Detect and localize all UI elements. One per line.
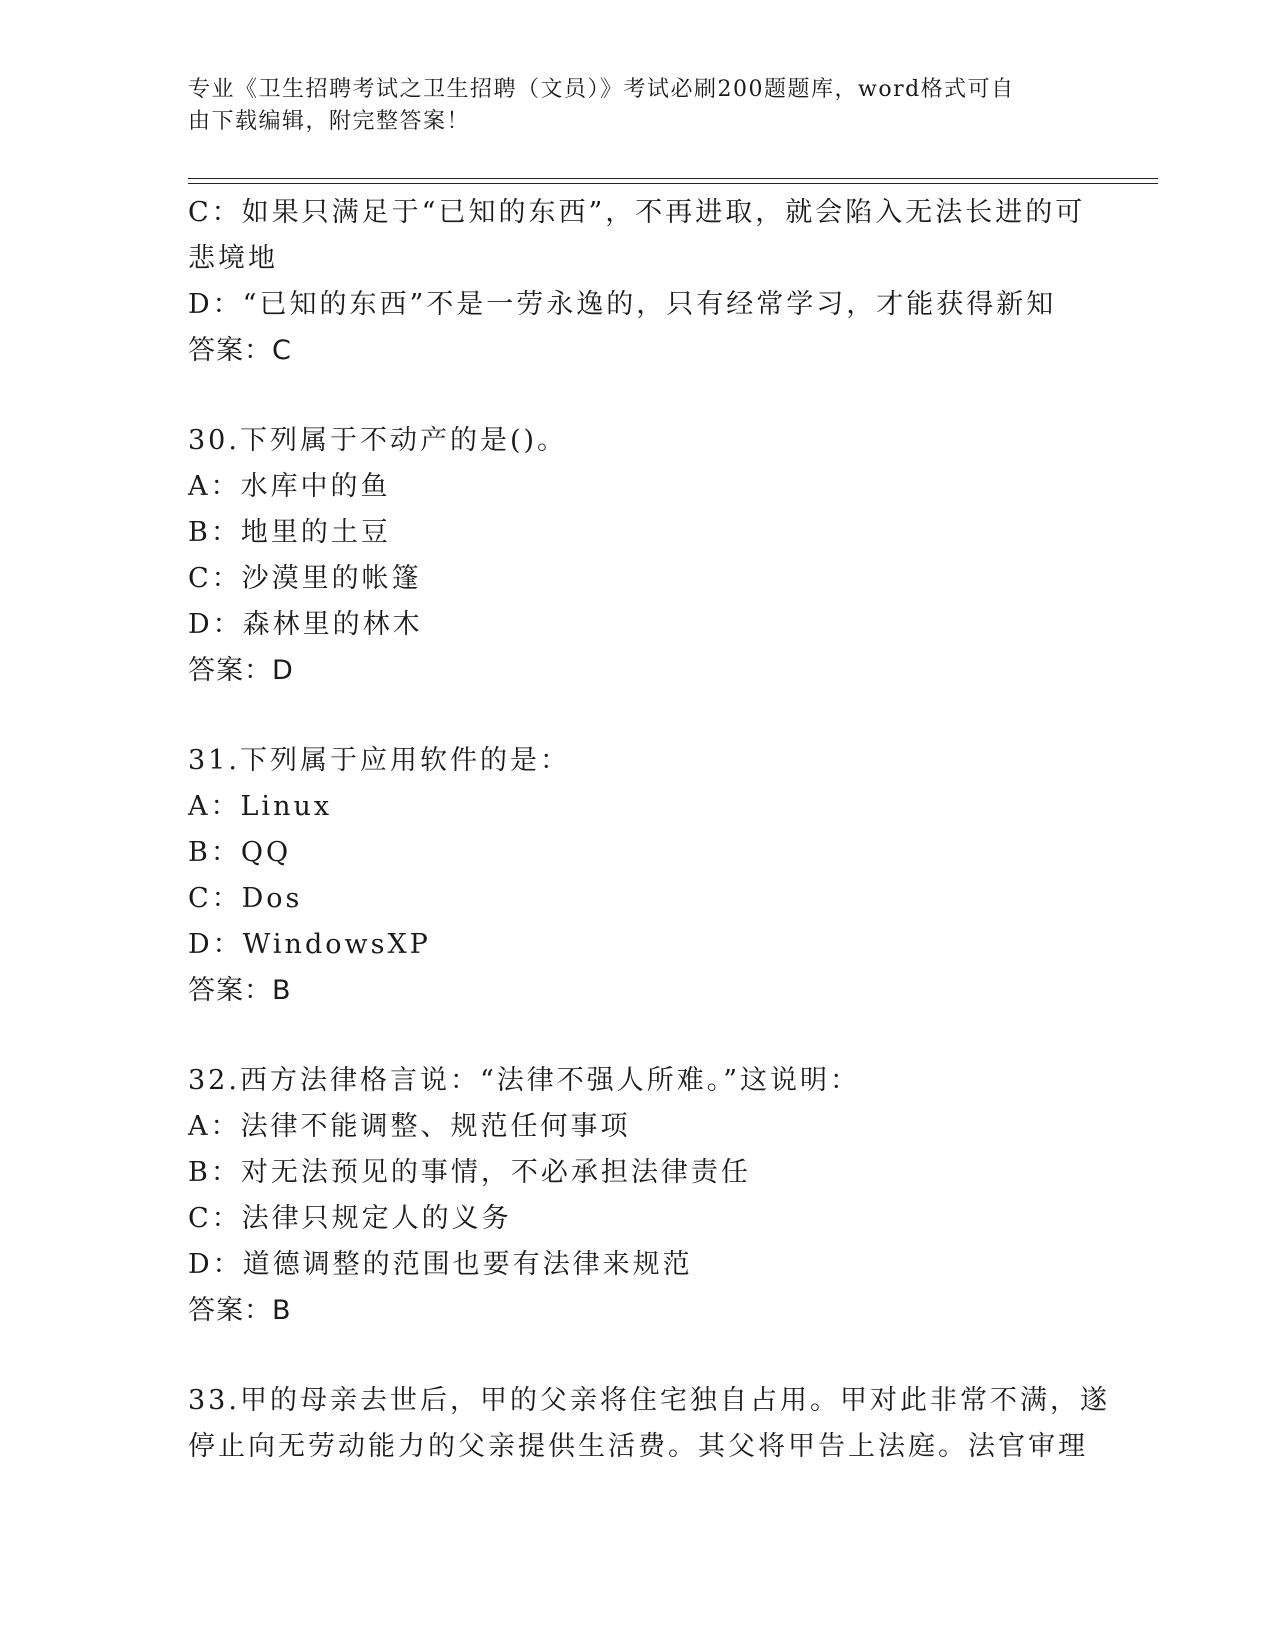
question-stem-continued: 停止向无劳动能力的父亲提供生活费。其父将甲告上法庭。法官审理 <box>188 1431 1088 1462</box>
option-b: B：对无法预见的事情，不必承担法律责任 <box>188 1157 751 1188</box>
option-c: C：沙漠里的帐篷 <box>188 563 422 594</box>
option-b: B：地里的土豆 <box>188 517 391 548</box>
option-c: C：Dos <box>188 883 303 914</box>
header-divider-bottom <box>188 183 1158 184</box>
question-stem: 32.西方法律格言说：“法律不强人所难。”这说明： <box>188 1065 861 1096</box>
option-d: D：森林里的林木 <box>188 609 423 640</box>
header-line-2: 由下载编辑，附完整答案！ <box>188 109 471 134</box>
document-header <box>188 74 1068 138</box>
option-d: D：WindowsXP <box>188 929 431 960</box>
option-c: C：法律只规定人的义务 <box>188 1203 512 1234</box>
option-d: D：道德调整的范围也要有法律来规范 <box>188 1249 693 1280</box>
answer: 答案：B <box>188 1295 292 1326</box>
answer: 答案：C <box>188 335 292 366</box>
question-content <box>188 190 1110 1470</box>
question-30 <box>188 418 1088 694</box>
question-stem: 31.下列属于应用软件的是： <box>188 745 570 776</box>
question-32 <box>188 1058 1088 1334</box>
option-b: B：QQ <box>188 837 292 868</box>
header-divider-top <box>188 178 1158 179</box>
option-a: A：法律不能调整、规范任何事项 <box>188 1111 631 1142</box>
option-d: D：“已知的东西”不是一劳永逸的，只有经常学习，才能获得新知 <box>188 289 1057 320</box>
option-c-continued: 悲境地 <box>188 243 278 274</box>
header-line-1: 专业《卫生招聘考试之卫生招聘（文员）》考试必刷200题题库，word格式可自 <box>188 77 1015 102</box>
answer: 答案：D <box>188 655 294 686</box>
answer: 答案：B <box>188 975 292 1006</box>
question-stem: 33.甲的母亲去世后，甲的父亲将住宅独自占用。甲对此非常不满，遂 <box>188 1385 1110 1416</box>
question-stem: 30.下列属于不动产的是()。 <box>188 425 568 456</box>
question-31 <box>188 738 1088 1014</box>
option-a: A：Linux <box>188 791 333 822</box>
option-a: A：水库中的鱼 <box>188 471 391 502</box>
question-33 <box>188 1378 1110 1470</box>
option-c: C：如果只满足于“已知的东西”，不再进取，就会陷入无法长进的可 <box>188 197 1086 228</box>
question-29-continued <box>188 190 1088 374</box>
